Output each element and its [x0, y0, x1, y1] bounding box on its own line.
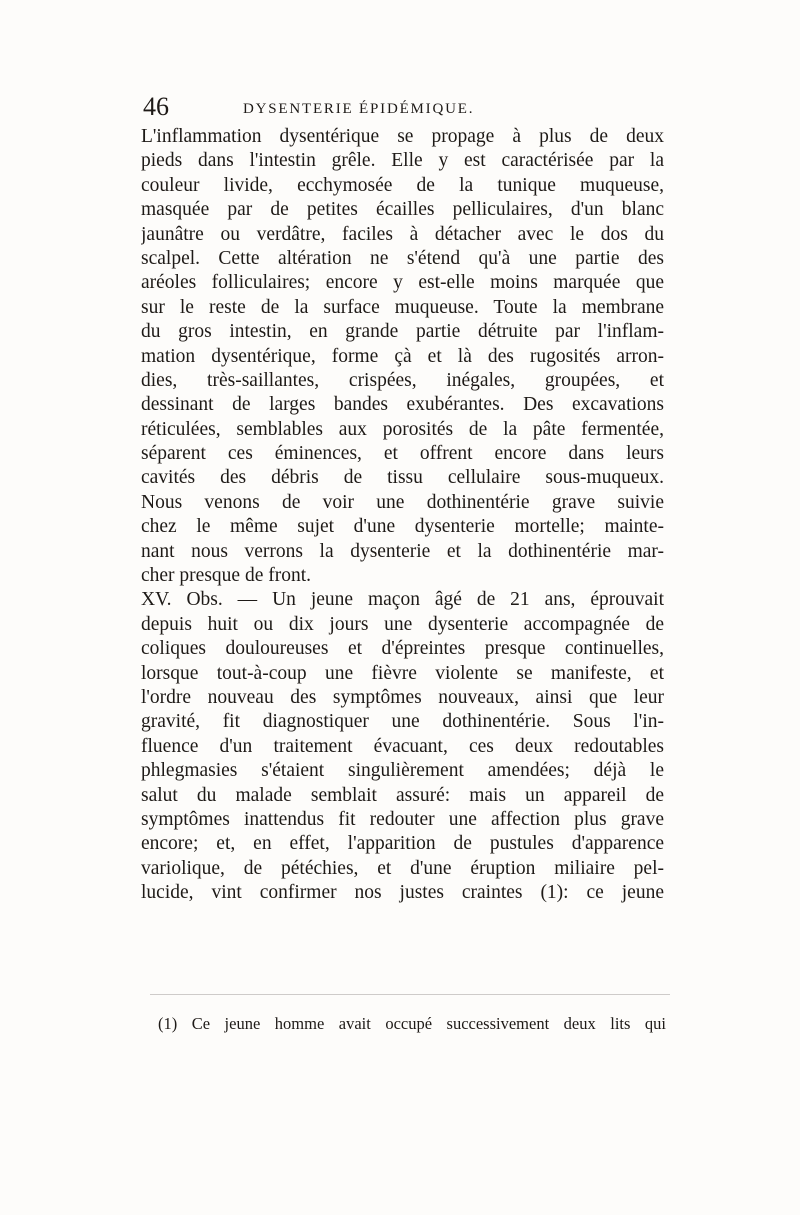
text-line: du gros intestin, en grande partie détruite par l'inflam-	[141, 321, 664, 343]
text-line: lorsque tout-à-coup une fièvre violente se manifeste, et	[141, 662, 664, 684]
text-line: mation dysentérique, forme çà et là des rugosités arron-	[141, 345, 664, 367]
text-line: lucide, vint confirmer nos justes craintes (1): ce jeune	[141, 882, 664, 904]
running-head: DYSENTERIE ÉPIDÉMIQUE.	[243, 101, 475, 117]
text-line: scalpel. Cette altération ne s'étend qu'à une partie des	[141, 247, 664, 269]
text-line: XV. Obs. — Un jeune maçon âgé de 21 ans, éprouvait	[141, 589, 664, 611]
text-line: cher presque de front.	[141, 565, 312, 587]
text-line: l'ordre nouveau des symptômes nouveaux, ainsi que leur	[141, 686, 664, 708]
text-line: pieds dans l'intestin grêle. Elle y est caractérisée par la	[141, 150, 664, 172]
footnote-divider	[150, 994, 670, 1005]
text-line: chez le même sujet d'une dysenterie mortelle; mainte-	[141, 516, 664, 538]
text-line: phlegmasies s'étaient singulièrement amendées; déjà le	[141, 760, 664, 782]
text-line: cavités des débris de tissu cellulaire sous-muqueux.	[141, 467, 664, 489]
page-number: 46	[143, 92, 169, 121]
text-line: Nous venons de voir une dothinentérie grave suivie	[141, 491, 664, 513]
text-line: symptômes inattendus fit redouter une affection plus grave	[141, 808, 664, 830]
text-line: aréoles folliculaires; encore y est-elle moins marquée que	[141, 272, 664, 294]
text-line: dies, très-saillantes, crispées, inégales, groupées, et	[141, 369, 664, 391]
text-line: séparent ces éminences, et offrent encore dans leurs	[141, 443, 664, 465]
text-line: depuis huit ou dix jours une dysenterie accompagnée de	[141, 613, 664, 635]
text-line: jaunâtre ou verdâtre, faciles à détacher avec le dos du	[141, 223, 664, 245]
text-line: dessinant de larges bandes exubérantes. Des excavations	[141, 394, 664, 416]
text-line: encore; et, en effet, l'apparition de pustules d'apparence	[141, 833, 664, 855]
text-line: sur le reste de la surface muqueuse. Toute la membrane	[141, 296, 664, 318]
body-text	[141, 125, 664, 906]
text-line: réticulées, semblables aux porosités de la pâte fermentée,	[141, 418, 664, 440]
text-line: couleur livide, ecchymosée de la tunique muqueuse,	[141, 174, 664, 196]
footnote: (1) Ce jeune homme avait occupé successivement deux lits qui	[158, 1014, 666, 1033]
text-line: gravité, fit diagnostiquer une dothinentérie. Sous l'in-	[141, 711, 664, 733]
page-header	[143, 92, 663, 126]
text-line: salut du malade semblait assuré: mais un appareil de	[141, 784, 664, 806]
text-line: nant nous verrons la dysenterie et la dothinentérie mar-	[141, 540, 664, 562]
text-line: masquée par de petites écailles pelliculaires, d'un blanc	[141, 199, 664, 221]
text-line: coliques douloureuses et d'épreintes presque continuelles,	[141, 638, 664, 660]
text-line: fluence d'un traitement évacuant, ces deux redoutables	[141, 735, 664, 757]
text-line: L'inflammation dysentérique se propage à plus de deux	[141, 126, 664, 147]
text-line: variolique, de pétéchies, et d'une éruption miliaire pel-	[141, 857, 664, 879]
